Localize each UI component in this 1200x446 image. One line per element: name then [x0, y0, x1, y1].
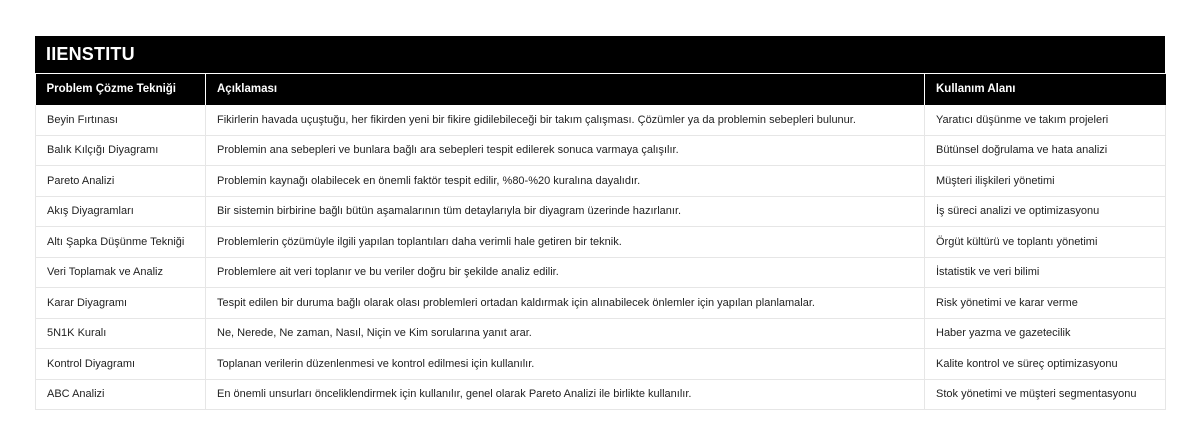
table-row	[36, 349, 1166, 380]
cell-description: Fikirlerin havada uçuştuğu, her fikirden yeni bir fikire gidilebileceği bir takım çalışması. Çözümler ya da problemin sebepleri bulunur.	[206, 105, 925, 136]
column-header-technique: Problem Çözme Tekniği	[36, 74, 206, 105]
table-row	[36, 318, 1166, 349]
table-row	[36, 166, 1166, 197]
cell-description: Problemlere ait veri toplanır ve bu veriler doğru bir şekilde analiz edilir.	[206, 257, 925, 288]
table-row	[36, 288, 1166, 319]
cell-description: Problemin ana sebepleri ve bunlara bağlı ara sebepleri tespit edilerek sonuca varmaya çalışılır.	[206, 135, 925, 166]
cell-description: Ne, Nerede, Ne zaman, Nasıl, Niçin ve Kim sorularına yanıt arar.	[206, 318, 925, 349]
table-row	[36, 227, 1166, 258]
cell-usage-area: Haber yazma ve gazetecilik	[925, 318, 1166, 349]
cell-description: Toplanan verilerin düzenlenmesi ve kontrol edilmesi için kullanılır.	[206, 349, 925, 380]
table-row	[36, 379, 1166, 410]
table-card	[35, 36, 1165, 410]
column-header-description: Açıklaması	[206, 74, 925, 105]
cell-usage-area: Kalite kontrol ve süreç optimizasyonu	[925, 349, 1166, 380]
cell-technique: Balık Kılçığı Diyagramı	[36, 135, 206, 166]
cell-description: Problemin kaynağı olabilecek en önemli faktör tespit edilir, %80-%20 kuralına dayalıdır.	[206, 166, 925, 197]
cell-technique: Karar Diyagramı	[36, 288, 206, 319]
cell-technique: Akış Diyagramları	[36, 196, 206, 227]
cell-usage-area: Stok yönetimi ve müşteri segmentasyonu	[925, 379, 1166, 410]
table-header-row	[36, 74, 1166, 105]
cell-usage-area: Örgüt kültürü ve toplantı yönetimi	[925, 227, 1166, 258]
cell-usage-area: İstatistik ve veri bilimi	[925, 257, 1166, 288]
table-row	[36, 196, 1166, 227]
cell-technique: 5N1K Kuralı	[36, 318, 206, 349]
table-row	[36, 135, 1166, 166]
cell-technique: Veri Toplamak ve Analiz	[36, 257, 206, 288]
cell-usage-area: Bütünsel doğrulama ve hata analizi	[925, 135, 1166, 166]
table-body	[36, 105, 1166, 410]
cell-technique: Beyin Fırtınası	[36, 105, 206, 136]
cell-description: Bir sistemin birbirine bağlı bütün aşamalarının tüm detaylarıyla bir diyagram üzerinde hazırlanır.	[206, 196, 925, 227]
column-header-usage-area: Kullanım Alanı	[925, 74, 1166, 105]
cell-description: Problemlerin çözümüyle ilgili yapılan toplantıları daha verimli hale getiren bir teknik.	[206, 227, 925, 258]
cell-usage-area: Risk yönetimi ve karar verme	[925, 288, 1166, 319]
cell-description: En önemli unsurları önceliklendirmek için kullanılır, genel olarak Pareto Analizi ile birlikte kullanılır.	[206, 379, 925, 410]
cell-usage-area: Müşteri ilişkileri yönetimi	[925, 166, 1166, 197]
cell-description: Tespit edilen bir duruma bağlı olarak olası problemleri ortadan kaldırmak için alınabilecek önlemler için yapılan planlamalar.	[206, 288, 925, 319]
table-row	[36, 105, 1166, 136]
techniques-table	[35, 73, 1166, 410]
cell-technique: Pareto Analizi	[36, 166, 206, 197]
cell-usage-area: Yaratıcı düşünme ve takım projeleri	[925, 105, 1166, 136]
cell-technique: ABC Analizi	[36, 379, 206, 410]
brand-title: IIENSTITU	[35, 36, 1165, 73]
table-row	[36, 257, 1166, 288]
cell-usage-area: İş süreci analizi ve optimizasyonu	[925, 196, 1166, 227]
cell-technique: Altı Şapka Düşünme Tekniği	[36, 227, 206, 258]
cell-technique: Kontrol Diyagramı	[36, 349, 206, 380]
